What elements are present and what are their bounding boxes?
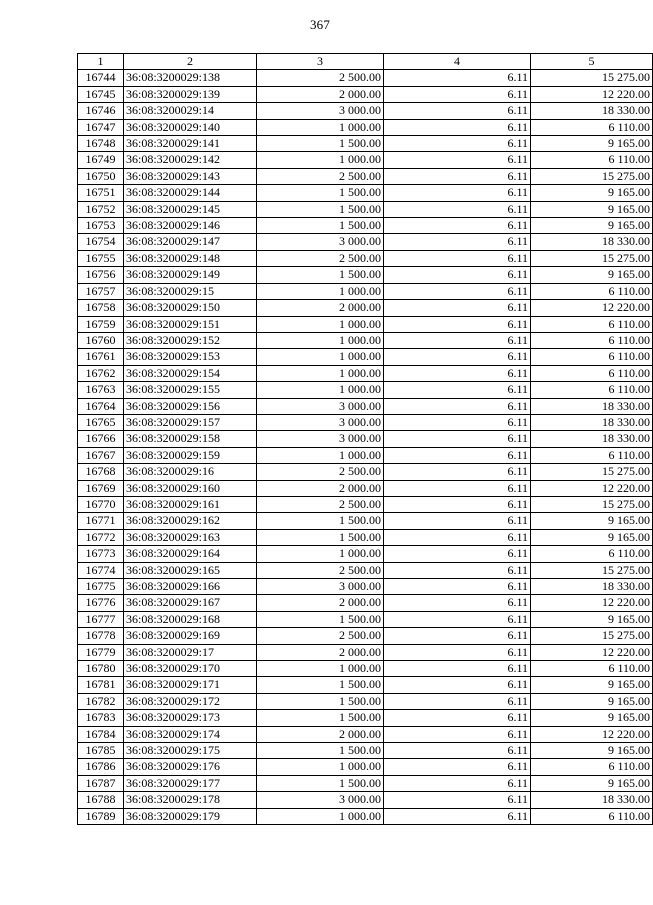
area-cell: 1 000.00: [257, 661, 384, 677]
rate-cell: 6.11: [384, 185, 531, 201]
amount-cell: 9 165.00: [531, 775, 653, 791]
row-number-cell: 16780: [78, 661, 124, 677]
data-table: [77, 53, 653, 825]
amount-cell: 9 165.00: [531, 136, 653, 152]
table-body: [78, 70, 653, 825]
rate-cell: 6.11: [384, 250, 531, 266]
rate-cell: 6.11: [384, 447, 531, 463]
row-number-cell: 16764: [78, 398, 124, 414]
rate-cell: 6.11: [384, 365, 531, 381]
area-cell: 1 500.00: [257, 267, 384, 283]
row-number-cell: 16781: [78, 677, 124, 693]
amount-cell: 6 110.00: [531, 365, 653, 381]
row-number-cell: 16757: [78, 283, 124, 299]
cadastral-number-cell: 36:08:3200029:138: [124, 70, 257, 86]
rate-cell: 6.11: [384, 70, 531, 86]
row-number-cell: 16785: [78, 743, 124, 759]
amount-cell: 6 110.00: [531, 661, 653, 677]
rate-cell: 6.11: [384, 595, 531, 611]
amount-cell: 18 330.00: [531, 398, 653, 414]
amount-cell: 15 275.00: [531, 628, 653, 644]
area-cell: 1 000.00: [257, 365, 384, 381]
table-row: [78, 677, 653, 693]
cadastral-number-cell: 36:08:3200029:159: [124, 447, 257, 463]
table-row: [78, 595, 653, 611]
cadastral-number-cell: 36:08:3200029:154: [124, 365, 257, 381]
amount-cell: 9 165.00: [531, 201, 653, 217]
table-row: [78, 300, 653, 316]
cadastral-number-cell: 36:08:3200029:15: [124, 283, 257, 299]
area-cell: 1 500.00: [257, 775, 384, 791]
cadastral-number-cell: 36:08:3200029:162: [124, 513, 257, 529]
area-cell: 2 500.00: [257, 168, 384, 184]
rate-cell: 6.11: [384, 283, 531, 299]
table-row: [78, 644, 653, 660]
table-row: [78, 579, 653, 595]
area-cell: 1 500.00: [257, 185, 384, 201]
row-number-cell: 16745: [78, 86, 124, 102]
table-row: [78, 70, 653, 86]
amount-cell: 15 275.00: [531, 496, 653, 512]
row-number-cell: 16763: [78, 382, 124, 398]
cadastral-number-cell: 36:08:3200029:14: [124, 103, 257, 119]
table-row: [78, 136, 653, 152]
rate-cell: 6.11: [384, 218, 531, 234]
area-cell: 3 000.00: [257, 792, 384, 808]
amount-cell: 9 165.00: [531, 218, 653, 234]
row-number-cell: 16779: [78, 644, 124, 660]
rate-cell: 6.11: [384, 431, 531, 447]
rate-cell: 6.11: [384, 661, 531, 677]
table-row: [78, 382, 653, 398]
amount-cell: 15 275.00: [531, 168, 653, 184]
cadastral-number-cell: 36:08:3200029:16: [124, 464, 257, 480]
cadastral-number-cell: 36:08:3200029:169: [124, 628, 257, 644]
row-number-cell: 16782: [78, 693, 124, 709]
amount-cell: 15 275.00: [531, 250, 653, 266]
area-cell: 1 000.00: [257, 382, 384, 398]
row-number-cell: 16777: [78, 611, 124, 627]
area-cell: 2 500.00: [257, 628, 384, 644]
table-row: [78, 398, 653, 414]
amount-cell: 18 330.00: [531, 792, 653, 808]
area-cell: 1 000.00: [257, 283, 384, 299]
table-row: [78, 119, 653, 135]
cadastral-number-cell: 36:08:3200029:150: [124, 300, 257, 316]
rate-cell: 6.11: [384, 562, 531, 578]
table-row: [78, 316, 653, 332]
table-row: [78, 792, 653, 808]
row-number-cell: 16788: [78, 792, 124, 808]
amount-cell: 18 330.00: [531, 579, 653, 595]
rate-cell: 6.11: [384, 693, 531, 709]
area-cell: 1 500.00: [257, 693, 384, 709]
area-cell: 2 000.00: [257, 595, 384, 611]
table-row: [78, 103, 653, 119]
table-row: [78, 513, 653, 529]
row-number-cell: 16772: [78, 529, 124, 545]
rate-cell: 6.11: [384, 234, 531, 250]
area-cell: 1 000.00: [257, 316, 384, 332]
area-cell: 1 000.00: [257, 349, 384, 365]
amount-cell: 12 220.00: [531, 726, 653, 742]
amount-cell: 15 275.00: [531, 464, 653, 480]
rate-cell: 6.11: [384, 267, 531, 283]
rate-cell: 6.11: [384, 775, 531, 791]
amount-cell: 6 110.00: [531, 546, 653, 562]
cadastral-number-cell: 36:08:3200029:146: [124, 218, 257, 234]
amount-cell: 9 165.00: [531, 267, 653, 283]
amount-cell: 6 110.00: [531, 349, 653, 365]
area-cell: 1 000.00: [257, 119, 384, 135]
table-row: [78, 332, 653, 348]
table-row: [78, 726, 653, 742]
amount-cell: 15 275.00: [531, 562, 653, 578]
rate-cell: 6.11: [384, 546, 531, 562]
row-number-cell: 16768: [78, 464, 124, 480]
area-cell: 2 500.00: [257, 70, 384, 86]
row-number-cell: 16753: [78, 218, 124, 234]
column-header-5: 5: [531, 54, 653, 70]
cadastral-number-cell: 36:08:3200029:158: [124, 431, 257, 447]
rate-cell: 6.11: [384, 201, 531, 217]
header-row: [78, 54, 653, 70]
table-row: [78, 431, 653, 447]
area-cell: 3 000.00: [257, 431, 384, 447]
cadastral-number-cell: 36:08:3200029:167: [124, 595, 257, 611]
cadastral-number-cell: 36:08:3200029:164: [124, 546, 257, 562]
table-row: [78, 496, 653, 512]
cadastral-number-cell: 36:08:3200029:142: [124, 152, 257, 168]
rate-cell: 6.11: [384, 513, 531, 529]
table-row: [78, 201, 653, 217]
table-row: [78, 628, 653, 644]
table-row: [78, 218, 653, 234]
rate-cell: 6.11: [384, 743, 531, 759]
amount-cell: 6 110.00: [531, 283, 653, 299]
table-row: [78, 414, 653, 430]
cadastral-number-cell: 36:08:3200029:153: [124, 349, 257, 365]
amount-cell: 9 165.00: [531, 529, 653, 545]
table-row: [78, 185, 653, 201]
row-number-cell: 16767: [78, 447, 124, 463]
cadastral-number-cell: 36:08:3200029:171: [124, 677, 257, 693]
cadastral-number-cell: 36:08:3200029:176: [124, 759, 257, 775]
row-number-cell: 16784: [78, 726, 124, 742]
amount-cell: 6 110.00: [531, 447, 653, 463]
column-header-2: 2: [124, 54, 257, 70]
table-row: [78, 562, 653, 578]
rate-cell: 6.11: [384, 677, 531, 693]
area-cell: 1 000.00: [257, 332, 384, 348]
area-cell: 2 500.00: [257, 496, 384, 512]
table-row: [78, 808, 653, 824]
amount-cell: 6 110.00: [531, 316, 653, 332]
area-cell: 1 000.00: [257, 759, 384, 775]
rate-cell: 6.11: [384, 86, 531, 102]
cadastral-number-cell: 36:08:3200029:148: [124, 250, 257, 266]
table-row: [78, 168, 653, 184]
amount-cell: 18 330.00: [531, 234, 653, 250]
table-row: [78, 546, 653, 562]
table-row: [78, 710, 653, 726]
row-number-cell: 16786: [78, 759, 124, 775]
rate-cell: 6.11: [384, 808, 531, 824]
cadastral-number-cell: 36:08:3200029:161: [124, 496, 257, 512]
rate-cell: 6.11: [384, 496, 531, 512]
cadastral-number-cell: 36:08:3200029:175: [124, 743, 257, 759]
amount-cell: 12 220.00: [531, 480, 653, 496]
row-number-cell: 16748: [78, 136, 124, 152]
table-row: [78, 529, 653, 545]
cadastral-number-cell: 36:08:3200029:179: [124, 808, 257, 824]
area-cell: 1 500.00: [257, 677, 384, 693]
row-number-cell: 16746: [78, 103, 124, 119]
cadastral-number-cell: 36:08:3200029:143: [124, 168, 257, 184]
amount-cell: 9 165.00: [531, 513, 653, 529]
rate-cell: 6.11: [384, 398, 531, 414]
amount-cell: 12 220.00: [531, 300, 653, 316]
area-cell: 1 000.00: [257, 152, 384, 168]
row-number-cell: 16766: [78, 431, 124, 447]
row-number-cell: 16769: [78, 480, 124, 496]
row-number-cell: 16758: [78, 300, 124, 316]
table-row: [78, 152, 653, 168]
cadastral-number-cell: 36:08:3200029:145: [124, 201, 257, 217]
amount-cell: 9 165.00: [531, 611, 653, 627]
rate-cell: 6.11: [384, 792, 531, 808]
row-number-cell: 16747: [78, 119, 124, 135]
amount-cell: 6 110.00: [531, 119, 653, 135]
row-number-cell: 16752: [78, 201, 124, 217]
area-cell: 2 000.00: [257, 300, 384, 316]
amount-cell: 12 220.00: [531, 595, 653, 611]
rate-cell: 6.11: [384, 300, 531, 316]
table-row: [78, 349, 653, 365]
cadastral-number-cell: 36:08:3200029:174: [124, 726, 257, 742]
row-number-cell: 16776: [78, 595, 124, 611]
table-row: [78, 234, 653, 250]
table-row: [78, 480, 653, 496]
rate-cell: 6.11: [384, 349, 531, 365]
rate-cell: 6.11: [384, 103, 531, 119]
row-number-cell: 16787: [78, 775, 124, 791]
rate-cell: 6.11: [384, 119, 531, 135]
rate-cell: 6.11: [384, 644, 531, 660]
amount-cell: 9 165.00: [531, 185, 653, 201]
amount-cell: 9 165.00: [531, 693, 653, 709]
cadastral-number-cell: 36:08:3200029:157: [124, 414, 257, 430]
cadastral-number-cell: 36:08:3200029:149: [124, 267, 257, 283]
rate-cell: 6.11: [384, 726, 531, 742]
area-cell: 2 000.00: [257, 644, 384, 660]
row-number-cell: 16754: [78, 234, 124, 250]
row-number-cell: 16755: [78, 250, 124, 266]
area-cell: 1 000.00: [257, 546, 384, 562]
table-row: [78, 693, 653, 709]
row-number-cell: 16756: [78, 267, 124, 283]
row-number-cell: 16751: [78, 185, 124, 201]
rate-cell: 6.11: [384, 759, 531, 775]
table-row: [78, 283, 653, 299]
amount-cell: 12 220.00: [531, 86, 653, 102]
table-row: [78, 365, 653, 381]
area-cell: 1 500.00: [257, 218, 384, 234]
row-number-cell: 16765: [78, 414, 124, 430]
amount-cell: 18 330.00: [531, 414, 653, 430]
cadastral-number-cell: 36:08:3200029:151: [124, 316, 257, 332]
area-cell: 2 500.00: [257, 464, 384, 480]
rate-cell: 6.11: [384, 710, 531, 726]
area-cell: 3 000.00: [257, 103, 384, 119]
row-number-cell: 16744: [78, 70, 124, 86]
amount-cell: 6 110.00: [531, 808, 653, 824]
column-header-4: 4: [384, 54, 531, 70]
rate-cell: 6.11: [384, 136, 531, 152]
table-row: [78, 743, 653, 759]
rate-cell: 6.11: [384, 382, 531, 398]
row-number-cell: 16774: [78, 562, 124, 578]
rate-cell: 6.11: [384, 579, 531, 595]
row-number-cell: 16760: [78, 332, 124, 348]
cadastral-number-cell: 36:08:3200029:155: [124, 382, 257, 398]
amount-cell: 9 165.00: [531, 677, 653, 693]
area-cell: 1 500.00: [257, 529, 384, 545]
row-number-cell: 16783: [78, 710, 124, 726]
rate-cell: 6.11: [384, 464, 531, 480]
table-row: [78, 661, 653, 677]
rate-cell: 6.11: [384, 611, 531, 627]
cadastral-number-cell: 36:08:3200029:170: [124, 661, 257, 677]
rate-cell: 6.11: [384, 529, 531, 545]
row-number-cell: 16789: [78, 808, 124, 824]
area-cell: 3 000.00: [257, 234, 384, 250]
row-number-cell: 16778: [78, 628, 124, 644]
amount-cell: 6 110.00: [531, 332, 653, 348]
area-cell: 1 500.00: [257, 743, 384, 759]
row-number-cell: 16762: [78, 365, 124, 381]
cadastral-number-cell: 36:08:3200029:168: [124, 611, 257, 627]
area-cell: 2 000.00: [257, 86, 384, 102]
cadastral-number-cell: 36:08:3200029:160: [124, 480, 257, 496]
area-cell: 3 000.00: [257, 398, 384, 414]
cadastral-number-cell: 36:08:3200029:173: [124, 710, 257, 726]
cadastral-number-cell: 36:08:3200029:163: [124, 529, 257, 545]
table-row: [78, 86, 653, 102]
row-number-cell: 16759: [78, 316, 124, 332]
rate-cell: 6.11: [384, 152, 531, 168]
rate-cell: 6.11: [384, 316, 531, 332]
table-row: [78, 447, 653, 463]
table-row: [78, 775, 653, 791]
cadastral-number-cell: 36:08:3200029:141: [124, 136, 257, 152]
amount-cell: 6 110.00: [531, 759, 653, 775]
row-number-cell: 16761: [78, 349, 124, 365]
amount-cell: 6 110.00: [531, 382, 653, 398]
cadastral-number-cell: 36:08:3200029:17: [124, 644, 257, 660]
table-row: [78, 759, 653, 775]
column-header-1: 1: [78, 54, 124, 70]
area-cell: 1 500.00: [257, 710, 384, 726]
area-cell: 2 500.00: [257, 562, 384, 578]
amount-cell: 6 110.00: [531, 152, 653, 168]
amount-cell: 9 165.00: [531, 743, 653, 759]
area-cell: 1 500.00: [257, 513, 384, 529]
cadastral-number-cell: 36:08:3200029:166: [124, 579, 257, 595]
row-number-cell: 16750: [78, 168, 124, 184]
table-row: [78, 250, 653, 266]
cadastral-number-cell: 36:08:3200029:139: [124, 86, 257, 102]
cadastral-number-cell: 36:08:3200029:147: [124, 234, 257, 250]
page-number: 367: [309, 17, 331, 32]
area-cell: 2 000.00: [257, 726, 384, 742]
rate-cell: 6.11: [384, 480, 531, 496]
rate-cell: 6.11: [384, 628, 531, 644]
area-cell: 2 000.00: [257, 480, 384, 496]
amount-cell: 18 330.00: [531, 103, 653, 119]
table-row: [78, 267, 653, 283]
area-cell: 1 500.00: [257, 136, 384, 152]
row-number-cell: 16773: [78, 546, 124, 562]
area-cell: 1 500.00: [257, 611, 384, 627]
cadastral-number-cell: 36:08:3200029:140: [124, 119, 257, 135]
area-cell: 3 000.00: [257, 414, 384, 430]
column-header-3: 3: [257, 54, 384, 70]
cadastral-number-cell: 36:08:3200029:144: [124, 185, 257, 201]
table-row: [78, 464, 653, 480]
amount-cell: 15 275.00: [531, 70, 653, 86]
cadastral-number-cell: 36:08:3200029:152: [124, 332, 257, 348]
rate-cell: 6.11: [384, 332, 531, 348]
amount-cell: 9 165.00: [531, 710, 653, 726]
amount-cell: 18 330.00: [531, 431, 653, 447]
area-cell: 1 000.00: [257, 808, 384, 824]
area-cell: 2 500.00: [257, 250, 384, 266]
rate-cell: 6.11: [384, 168, 531, 184]
area-cell: 1 000.00: [257, 447, 384, 463]
cadastral-number-cell: 36:08:3200029:177: [124, 775, 257, 791]
rate-cell: 6.11: [384, 414, 531, 430]
table-row: [78, 611, 653, 627]
amount-cell: 12 220.00: [531, 644, 653, 660]
area-cell: 3 000.00: [257, 579, 384, 595]
row-number-cell: 16771: [78, 513, 124, 529]
row-number-cell: 16775: [78, 579, 124, 595]
cadastral-number-cell: 36:08:3200029:165: [124, 562, 257, 578]
row-number-cell: 16749: [78, 152, 124, 168]
cadastral-number-cell: 36:08:3200029:172: [124, 693, 257, 709]
cadastral-number-cell: 36:08:3200029:178: [124, 792, 257, 808]
area-cell: 1 500.00: [257, 201, 384, 217]
cadastral-number-cell: 36:08:3200029:156: [124, 398, 257, 414]
row-number-cell: 16770: [78, 496, 124, 512]
